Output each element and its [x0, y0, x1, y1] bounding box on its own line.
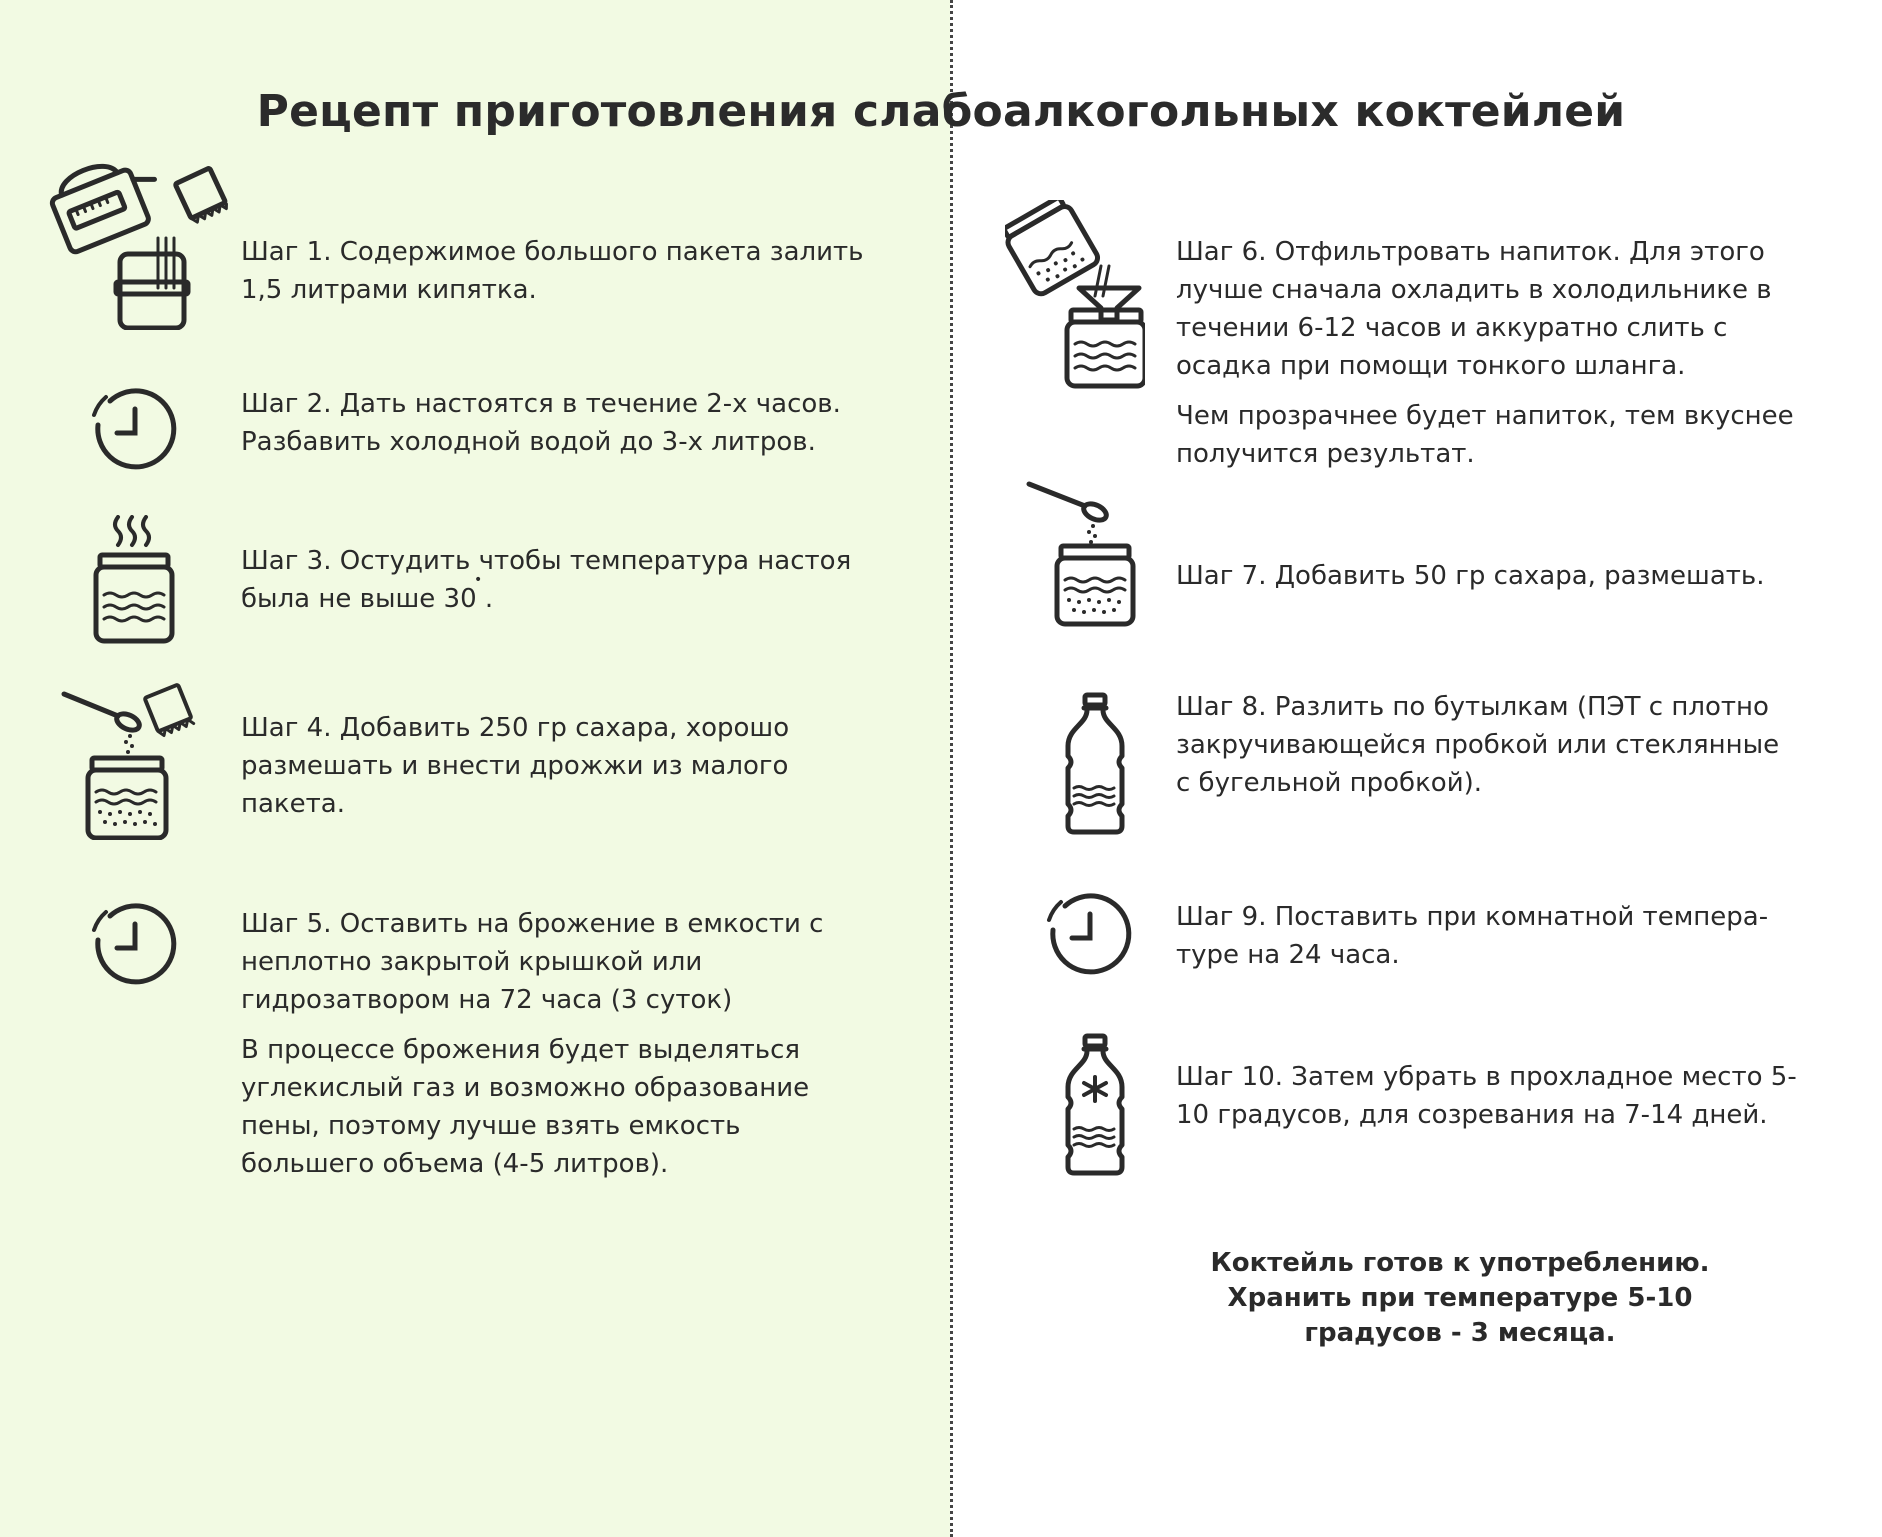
- step-7-line-1: Шаг 7. Добавить 50 гр сахара, размешать.: [1176, 561, 1765, 591]
- step-10-line-1: Шаг 10. Затем убрать в прохладное место 5-: [1176, 1062, 1797, 1092]
- step-9-line-2: туре на 24 часа.: [1176, 940, 1400, 970]
- degree-mark: •: [474, 572, 483, 588]
- step-8-line-1: Шаг 8. Разлить по бутылкам (ПЭТ с плотно: [1176, 692, 1769, 722]
- step-8-line-3: с бугельной пробкой).: [1176, 768, 1483, 798]
- step-5-line-3: гидрозатвором на 72 часа (3 суток): [241, 985, 733, 1015]
- step-10-text: [1176, 1058, 1797, 1134]
- step-5-note-4: большего объема (4-5 литров).: [241, 1149, 669, 1179]
- step-6-line-1: Шаг 6. Отфильтровать напиток. Для этого: [1176, 237, 1765, 267]
- step-5-note-3: пены, поэтому лучше взять емкость: [241, 1111, 741, 1141]
- step-4-line-3: пакета.: [241, 789, 345, 819]
- step-6-note-2: получится результат.: [1176, 439, 1475, 469]
- dotted-divider: [950, 0, 953, 1537]
- step-4-line-1: Шаг 4. Добавить 250 гр сахара, хорошо: [241, 713, 790, 743]
- spoon-jar-icon: [1025, 478, 1145, 628]
- step-5-note-1: В процессе брожения будет выделяться: [241, 1035, 801, 1065]
- step-3-line-2: была не выше 30 .: [241, 584, 494, 614]
- step-10-line-2: 10 градусов, для созревания на 7-14 дней.: [1176, 1100, 1768, 1130]
- bottle-icon: [1062, 692, 1128, 836]
- clock-icon: [90, 900, 180, 990]
- step-8-line-2: закручивающейся пробкой или стеклянные: [1176, 730, 1780, 760]
- step-3-text: [241, 542, 851, 618]
- step-3-line-1: Шаг 3. Остудить чтобы температура настоя: [241, 546, 852, 576]
- step-5-line-2: неплотно закрытой крышкой или: [241, 947, 703, 977]
- step-6-line-2: лучше сначала охладить в холодильнике в: [1176, 275, 1772, 305]
- step-2-text: [241, 385, 841, 461]
- step-9-line-1: Шаг 9. Поставить при комнатной темпера-: [1176, 902, 1769, 932]
- step-5-line-1: Шаг 5. Оставить на брожение в емкости с: [241, 909, 824, 939]
- step-1-line-2: 1,5 литрами кипятка.: [241, 275, 537, 305]
- snowflake-bottle-icon: [1062, 1033, 1128, 1177]
- step-2-line-2: Разбавить холодной водой до 3-х литров.: [241, 427, 816, 457]
- kettle-jar-icon: [40, 150, 230, 330]
- step-4-line-2: размешать и внести дрожжи из малого: [241, 751, 789, 781]
- page-title: Рецепт приготовления слабоалкогольных коктейлей: [256, 86, 1626, 137]
- step-6-text: [1176, 233, 1794, 473]
- step-5-text: [241, 905, 823, 1183]
- step-1-text: [241, 233, 864, 309]
- steaming-jar-icon: [92, 515, 176, 645]
- step-5-note-2: углекислый газ и возможно образование: [241, 1073, 810, 1103]
- filter-jar-icon: [1005, 200, 1145, 390]
- final-line-1: Коктейль готов к употреблению.: [1210, 1248, 1710, 1278]
- final-note: [1180, 1246, 1740, 1351]
- step-1-line-1: Шаг 1. Содержимое большого пакета залить: [241, 237, 864, 267]
- step-6-line-3: течении 6-12 часов и аккуратно слить с: [1176, 313, 1728, 343]
- step-6-line-4: осадка при помощи тонкого шланга.: [1176, 351, 1686, 381]
- final-line-3: градусов - 3 месяца.: [1304, 1318, 1616, 1348]
- clock-icon: [90, 385, 180, 475]
- step-6-note-1: Чем прозрачнее будет напиток, тем вкуснее: [1176, 401, 1794, 431]
- final-line-2: Хранить при температуре 5-10: [1227, 1283, 1693, 1313]
- step-8-text: [1176, 688, 1779, 802]
- spoon-sachet-jar-icon: [60, 680, 200, 840]
- step-4-text: [241, 709, 789, 823]
- step-2-line-1: Шаг 2. Дать настоятся в течение 2-х часов.: [241, 389, 841, 419]
- step-7-text: [1176, 557, 1765, 595]
- step-9-text: [1176, 898, 1768, 974]
- clock-icon: [1045, 890, 1135, 980]
